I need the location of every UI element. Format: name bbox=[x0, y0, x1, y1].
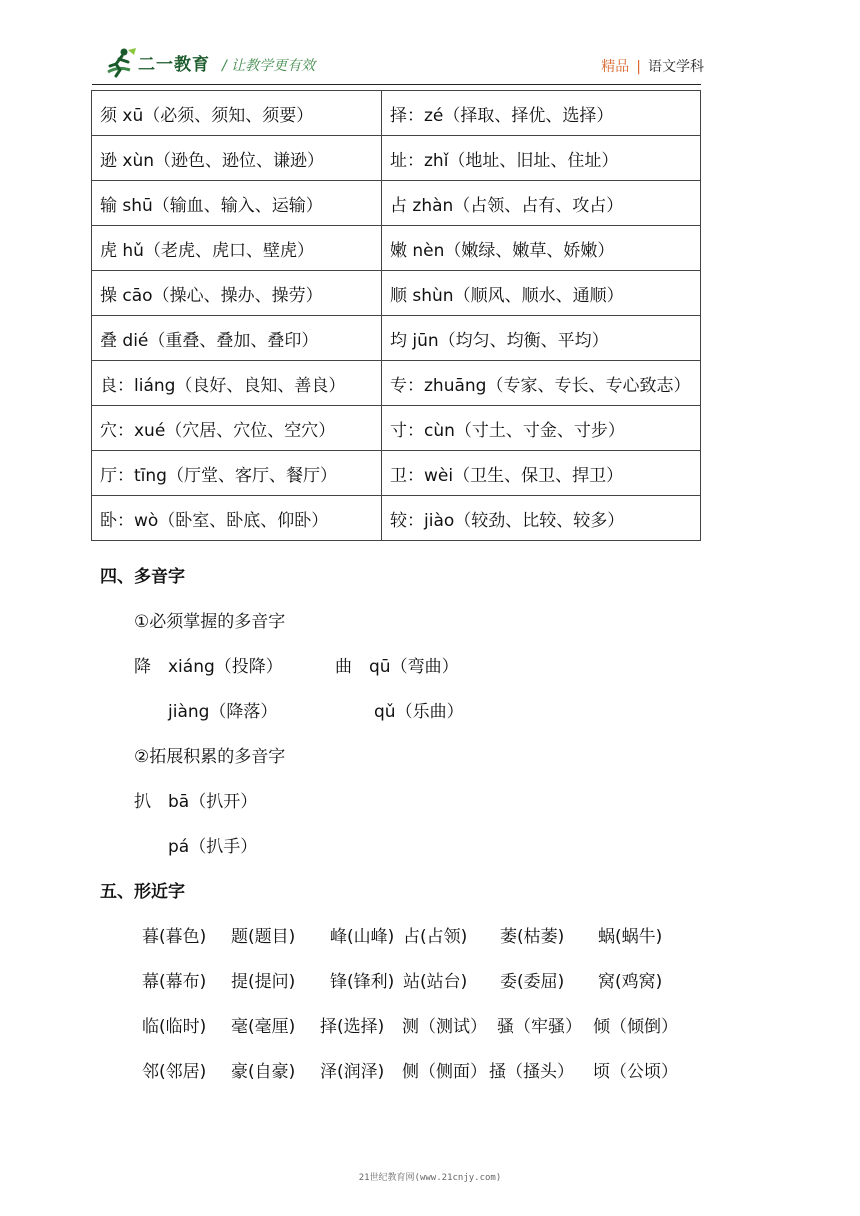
header-separator: | bbox=[636, 59, 641, 75]
poly-char-qu: 曲 bbox=[335, 657, 352, 677]
similar-item: 暮(暮色) bbox=[142, 927, 207, 947]
table-cell: 穴：xué（穴居、穴位、空穴） bbox=[92, 406, 382, 451]
similar-item: 顷（公顷） bbox=[593, 1062, 678, 1082]
poly-char-ba: 扒 bbox=[134, 792, 151, 812]
similar-item: 骚（牢骚） bbox=[497, 1017, 582, 1037]
similar-item: 临(临时) bbox=[142, 1017, 207, 1037]
similar-item: 峰(山峰) bbox=[330, 927, 395, 947]
table-cell: 须 xū（必须、须知、须要） bbox=[92, 91, 382, 136]
subsection-must-title: ①必须掌握的多音字 bbox=[134, 612, 286, 632]
page-header bbox=[0, 0, 860, 90]
similar-item: 幕(幕布) bbox=[142, 972, 207, 992]
similar-item: 倾（倾倒） bbox=[593, 1017, 678, 1037]
similar-item: 侧（侧面） bbox=[402, 1062, 487, 1082]
table-row bbox=[92, 136, 701, 181]
table-row bbox=[92, 361, 701, 406]
similar-item: 锋(锋利) bbox=[330, 972, 395, 992]
table-cell: 逊 xùn（逊色、逊位、谦逊） bbox=[92, 136, 382, 181]
table-cell: 专：zhuāng（专家、专长、专心致志） bbox=[382, 361, 701, 406]
vocab-table bbox=[91, 90, 701, 541]
table-cell: 较：jiào（较劲、比较、较多） bbox=[382, 496, 701, 541]
similar-item: 择(选择) bbox=[320, 1017, 385, 1037]
poly-reading: bā（扒开） bbox=[168, 792, 258, 812]
similar-item: 毫(毫厘) bbox=[231, 1017, 296, 1037]
similar-item: 邻(邻居) bbox=[142, 1062, 207, 1082]
similar-item: 蜗(蜗牛) bbox=[598, 927, 663, 947]
table-cell: 良：liáng（良好、良知、善良） bbox=[92, 361, 382, 406]
poly-reading: xiáng（投降） bbox=[168, 657, 283, 677]
subject-label: 语文学科 bbox=[648, 59, 704, 75]
poly-char-jiang: 降 bbox=[134, 657, 151, 677]
similar-item: 萎(枯萎) bbox=[500, 927, 565, 947]
similar-item: 提(提问) bbox=[231, 972, 296, 992]
section-title-polyphonic: 四、多音字 bbox=[100, 567, 185, 587]
section-title-similar: 五、形近字 bbox=[100, 882, 185, 902]
similar-item: 占(占领) bbox=[403, 927, 468, 947]
header-right bbox=[601, 56, 704, 76]
logo-text: 二一教育 bbox=[138, 55, 210, 75]
logo bbox=[104, 46, 212, 80]
table-row bbox=[92, 181, 701, 226]
page-footer: 21世纪教育网(www.21cnjy.com) bbox=[358, 1173, 502, 1183]
table-cell: 占 zhàn（占领、占有、攻占） bbox=[382, 181, 701, 226]
table-row bbox=[92, 316, 701, 361]
badge-label: 精品 bbox=[601, 59, 630, 75]
similar-item: 站(站台) bbox=[403, 972, 468, 992]
slogan: / 让教学更有效 bbox=[222, 58, 316, 74]
table-row bbox=[92, 451, 701, 496]
table-cell: 寸：cùn（寸土、寸金、寸步） bbox=[382, 406, 701, 451]
similar-item: 题(题目) bbox=[231, 927, 296, 947]
similar-item: 窝(鸡窝) bbox=[598, 972, 663, 992]
table-cell: 顺 shùn（顺风、顺水、通顺） bbox=[382, 271, 701, 316]
table-cell: 择：zé（择取、择优、选择） bbox=[382, 91, 701, 136]
table-row bbox=[92, 91, 701, 136]
poly-reading: qū（弯曲） bbox=[369, 657, 459, 677]
similar-item: 搔（搔头） bbox=[489, 1062, 574, 1082]
poly-reading: pá（扒手） bbox=[168, 837, 258, 857]
similar-item: 豪(自豪) bbox=[231, 1062, 296, 1082]
table-cell: 卫：wèi（卫生、保卫、捍卫） bbox=[382, 451, 701, 496]
poly-reading: jiàng（降落） bbox=[168, 702, 278, 722]
table-row bbox=[92, 226, 701, 271]
table-row bbox=[92, 496, 701, 541]
table-cell: 虎 hǔ（老虎、虎口、壁虎） bbox=[92, 226, 382, 271]
subsection-extended-title: ②拓展积累的多音字 bbox=[134, 747, 286, 767]
similar-item: 测（测试） bbox=[402, 1017, 487, 1037]
similar-item: 泽(润泽) bbox=[320, 1062, 385, 1082]
header-divider bbox=[92, 84, 701, 85]
table-cell: 均 jūn（均匀、均衡、平均） bbox=[382, 316, 701, 361]
table-row bbox=[92, 406, 701, 451]
table-cell: 厅：tīng（厅堂、客厅、餐厅） bbox=[92, 451, 382, 496]
table-row bbox=[92, 271, 701, 316]
table-cell: 嫩 nèn（嫩绿、嫩草、娇嫩） bbox=[382, 226, 701, 271]
table-cell: 操 cāo（操心、操办、操劳） bbox=[92, 271, 382, 316]
table-cell: 卧：wò（卧室、卧底、仰卧） bbox=[92, 496, 382, 541]
runner-icon bbox=[104, 46, 138, 80]
table-cell: 输 shū（输血、输入、运输） bbox=[92, 181, 382, 226]
similar-item: 委(委屈) bbox=[500, 972, 565, 992]
table-cell: 址：zhǐ（地址、旧址、住址） bbox=[382, 136, 701, 181]
table-cell: 叠 dié（重叠、叠加、叠印） bbox=[92, 316, 382, 361]
poly-reading: qǔ（乐曲） bbox=[374, 702, 464, 722]
